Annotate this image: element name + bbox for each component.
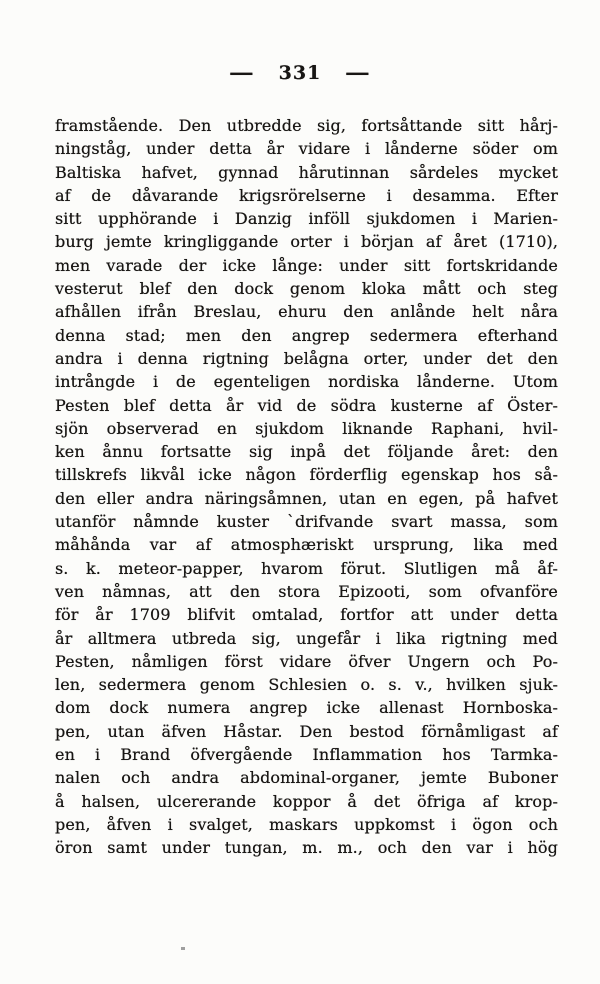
header-dash-right: —	[345, 62, 372, 84]
text-line: ken ånnu fortsatte sig inpå det följande året: den	[55, 442, 558, 462]
text-line: nalen och andra abdominal-organer, jemte Buboner	[55, 768, 558, 788]
text-line: sjön observerad en sjukdom liknande Raphani, hvil-	[55, 418, 558, 438]
text-line: år alltmera utbreda sig, ungefår i lika rigtning med	[55, 628, 558, 648]
text-line: en i Brand öfvergående Inflammation hos Tarmka-	[55, 745, 558, 765]
body-text	[55, 114, 558, 860]
text-line: framstående. Den utbredde sig, fortsåttande sitt hårj-	[55, 116, 558, 135]
text-line: måhånda var af atmosphæriskt ursprung, lika med	[55, 535, 558, 555]
text-line: ningståg, under detta år vidare i lånderne söder om	[55, 139, 558, 159]
text-line: sitt upphörande i Danzig inföll sjukdomen i Marien-	[55, 209, 558, 229]
page-header	[0, 62, 600, 84]
text-line: pen, utan äfven Håstar. Den bestod förnåmligast af	[55, 721, 558, 741]
page-number: 331	[278, 62, 322, 84]
text-line: för år 1709 blifvit omtalad, fortfor att under detta	[55, 605, 558, 625]
text-line: burg jemte kringliggande orter i början af året (1710),	[55, 232, 558, 252]
text-line: den eller andra näringsåmnen, utan en egen, på hafvet	[55, 488, 558, 508]
text-line: ven nåmnas, att den stora Epizooti, som ofvanföre	[55, 581, 558, 601]
text-line: andra i denna rigtning belågna orter, under det den	[55, 348, 558, 368]
text-line: tillskrefs likvål icke någon förderflig egenskap hos så-	[55, 465, 558, 485]
text-line: len, sedermera genom Schlesien o. s. v., hvilken sjuk-	[55, 675, 558, 695]
text-line: intrångde i de egenteligen nordiska lånderne. Utom	[55, 372, 558, 392]
text-line: af de dåvarande krigsrörelserne i desamma. Efter	[55, 185, 558, 205]
text-line: denna stad; men den angrep sedermera efterhand	[55, 325, 558, 345]
text-line: pen, åfven i svalget, maskars uppkomst i ögon och	[55, 814, 558, 834]
text-line: Pesten, nåmligen först vidare öfver Ungern och Po-	[55, 651, 558, 671]
text-line: dom dock numera angrep icke allenast Hornboska-	[55, 698, 558, 718]
text-line: s. k. meteor-papper, hvarom förut. Slutligen må åf-	[55, 558, 558, 578]
text-line: afhållen ifrån Breslau, ehuru den anlånde helt nåra	[55, 302, 558, 322]
text-line: utanför nåmnde kuster `drifvande svart massa, som	[55, 512, 558, 532]
text-line: men varade der icke långe: under sitt fortskridande	[55, 255, 558, 275]
text-line: Pesten blef detta år vid de södra kusterne af Öster-	[55, 395, 558, 415]
text-line: Baltiska hafvet, gynnad hårutinnan sårdeles mycket	[55, 162, 558, 182]
text-line: vesterut blef den dock genom kloka mått och steg	[55, 279, 558, 299]
scan-speck	[181, 947, 185, 950]
header-dash-left: —	[228, 62, 255, 84]
text-line: å halsen, ulcererande koppor å det öfriga af krop-	[55, 791, 558, 811]
text-line: öron samt under tungan, m. m., och den var i hög	[55, 838, 558, 858]
